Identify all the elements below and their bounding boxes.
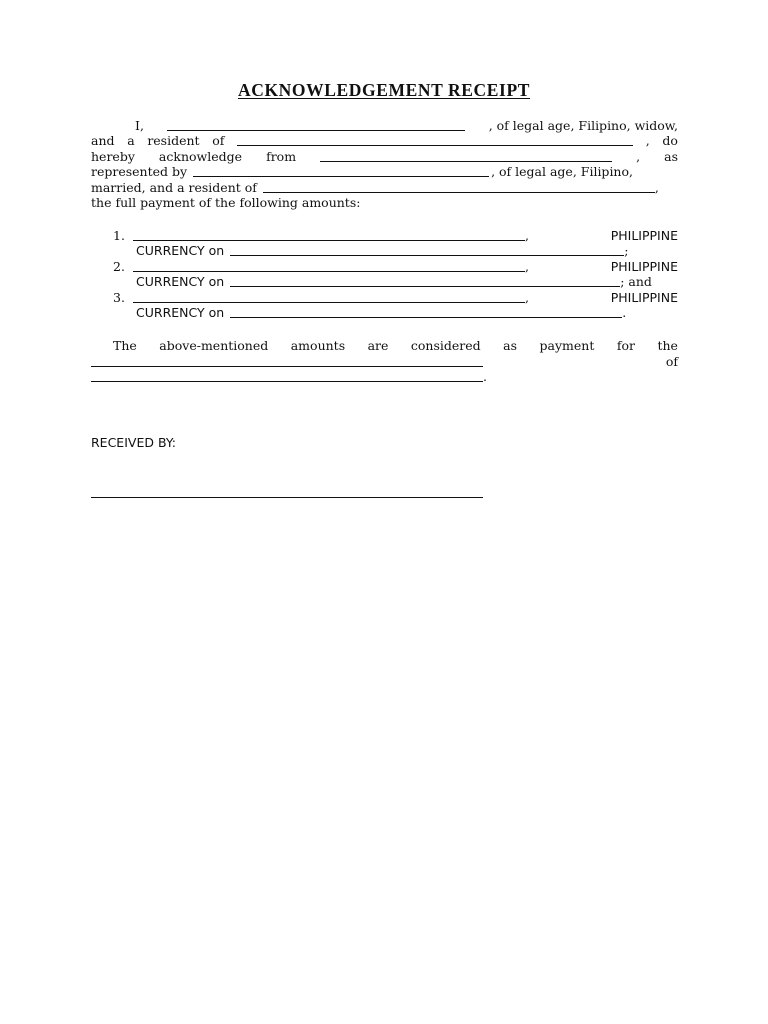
paragraph-2-line-2 bbox=[91, 354, 678, 369]
word: and bbox=[91, 133, 115, 148]
text-i: I, bbox=[135, 118, 144, 133]
item-3-line-2 bbox=[136, 305, 656, 320]
text-philippine: PHILIPPINE bbox=[610, 228, 678, 243]
word: resident bbox=[147, 133, 200, 148]
text-currency-on: CURRENCY on bbox=[136, 305, 225, 320]
text-and: ; and bbox=[620, 274, 652, 289]
paragraph-2-line-3 bbox=[91, 369, 678, 384]
from-blank[interactable] bbox=[320, 150, 612, 162]
text-legal-age-filipino: , of legal age, Filipino, bbox=[491, 164, 633, 179]
paragraph-1-line-4 bbox=[91, 164, 678, 179]
date-blank-2[interactable] bbox=[230, 275, 620, 287]
word: from bbox=[266, 149, 297, 164]
paragraph-1-line-2 bbox=[91, 133, 678, 148]
semicolon: ; bbox=[624, 243, 629, 258]
word: acknowledge bbox=[158, 149, 243, 164]
amount-blank-1[interactable] bbox=[133, 229, 525, 241]
period: . bbox=[622, 305, 627, 320]
text-currency-on: CURRENCY on bbox=[136, 274, 225, 289]
word: as bbox=[664, 149, 678, 164]
property-blank[interactable] bbox=[91, 370, 483, 382]
item-1-line-2 bbox=[136, 243, 656, 258]
date-blank-1[interactable] bbox=[230, 244, 624, 256]
name-blank[interactable] bbox=[167, 119, 465, 131]
item-2-line-2 bbox=[136, 274, 678, 289]
purpose-blank[interactable] bbox=[91, 355, 483, 367]
word: amounts bbox=[290, 338, 346, 353]
text-currency-on: CURRENCY on bbox=[136, 243, 225, 258]
text-philippine: PHILIPPINE bbox=[610, 259, 678, 274]
word: considered bbox=[410, 338, 481, 353]
representative-blank[interactable] bbox=[193, 165, 489, 177]
paragraph-1-line-6 bbox=[91, 195, 678, 210]
paragraph-1-line-3 bbox=[91, 149, 678, 164]
date-blank-3[interactable] bbox=[230, 306, 622, 318]
item-number: 1. bbox=[113, 228, 125, 243]
word: are bbox=[367, 338, 389, 353]
text-married-resident: married, and a resident of bbox=[91, 180, 257, 195]
amount-blank-3[interactable] bbox=[133, 291, 525, 303]
word: as bbox=[503, 338, 518, 353]
item-3-line-1 bbox=[113, 290, 678, 305]
word: a bbox=[127, 133, 135, 148]
item-1-line-1 bbox=[113, 228, 678, 243]
word: above-mentioned bbox=[159, 338, 269, 353]
text-represented-by: represented by bbox=[91, 164, 188, 179]
word: the bbox=[657, 338, 678, 353]
word: hereby bbox=[91, 149, 135, 164]
text-legal-age-widow: , of legal age, Filipino, widow, bbox=[488, 118, 678, 133]
word: for bbox=[616, 338, 635, 353]
word: payment bbox=[539, 338, 595, 353]
comma: , bbox=[524, 290, 529, 305]
comma: , bbox=[636, 149, 641, 164]
word: of bbox=[665, 354, 678, 369]
representative-residence-blank[interactable] bbox=[263, 181, 655, 193]
period: . bbox=[483, 369, 487, 384]
word: The bbox=[113, 338, 137, 353]
item-number: 2. bbox=[113, 259, 125, 274]
text-full-payment: the full payment of the following amounts: bbox=[91, 195, 361, 210]
paragraph-1-line-5 bbox=[91, 180, 678, 195]
comma: , bbox=[524, 228, 529, 243]
word: do bbox=[662, 133, 678, 148]
text-philippine: PHILIPPINE bbox=[610, 290, 678, 305]
paragraph-1-line-1 bbox=[91, 118, 678, 133]
comma: , bbox=[654, 180, 659, 195]
comma: , bbox=[645, 133, 650, 148]
amount-blank-2[interactable] bbox=[133, 260, 525, 272]
residence-blank[interactable] bbox=[237, 134, 633, 146]
item-number: 3. bbox=[113, 290, 125, 305]
document-title: ACKNOWLEDGEMENT RECEIPT bbox=[237, 80, 531, 100]
paragraph-2-line-1 bbox=[91, 338, 678, 353]
comma: , bbox=[524, 259, 529, 274]
word: of bbox=[212, 133, 225, 148]
signature-line[interactable] bbox=[91, 497, 483, 498]
item-2-line-1 bbox=[113, 259, 678, 274]
received-by-label: RECEIVED BY: bbox=[91, 435, 177, 450]
